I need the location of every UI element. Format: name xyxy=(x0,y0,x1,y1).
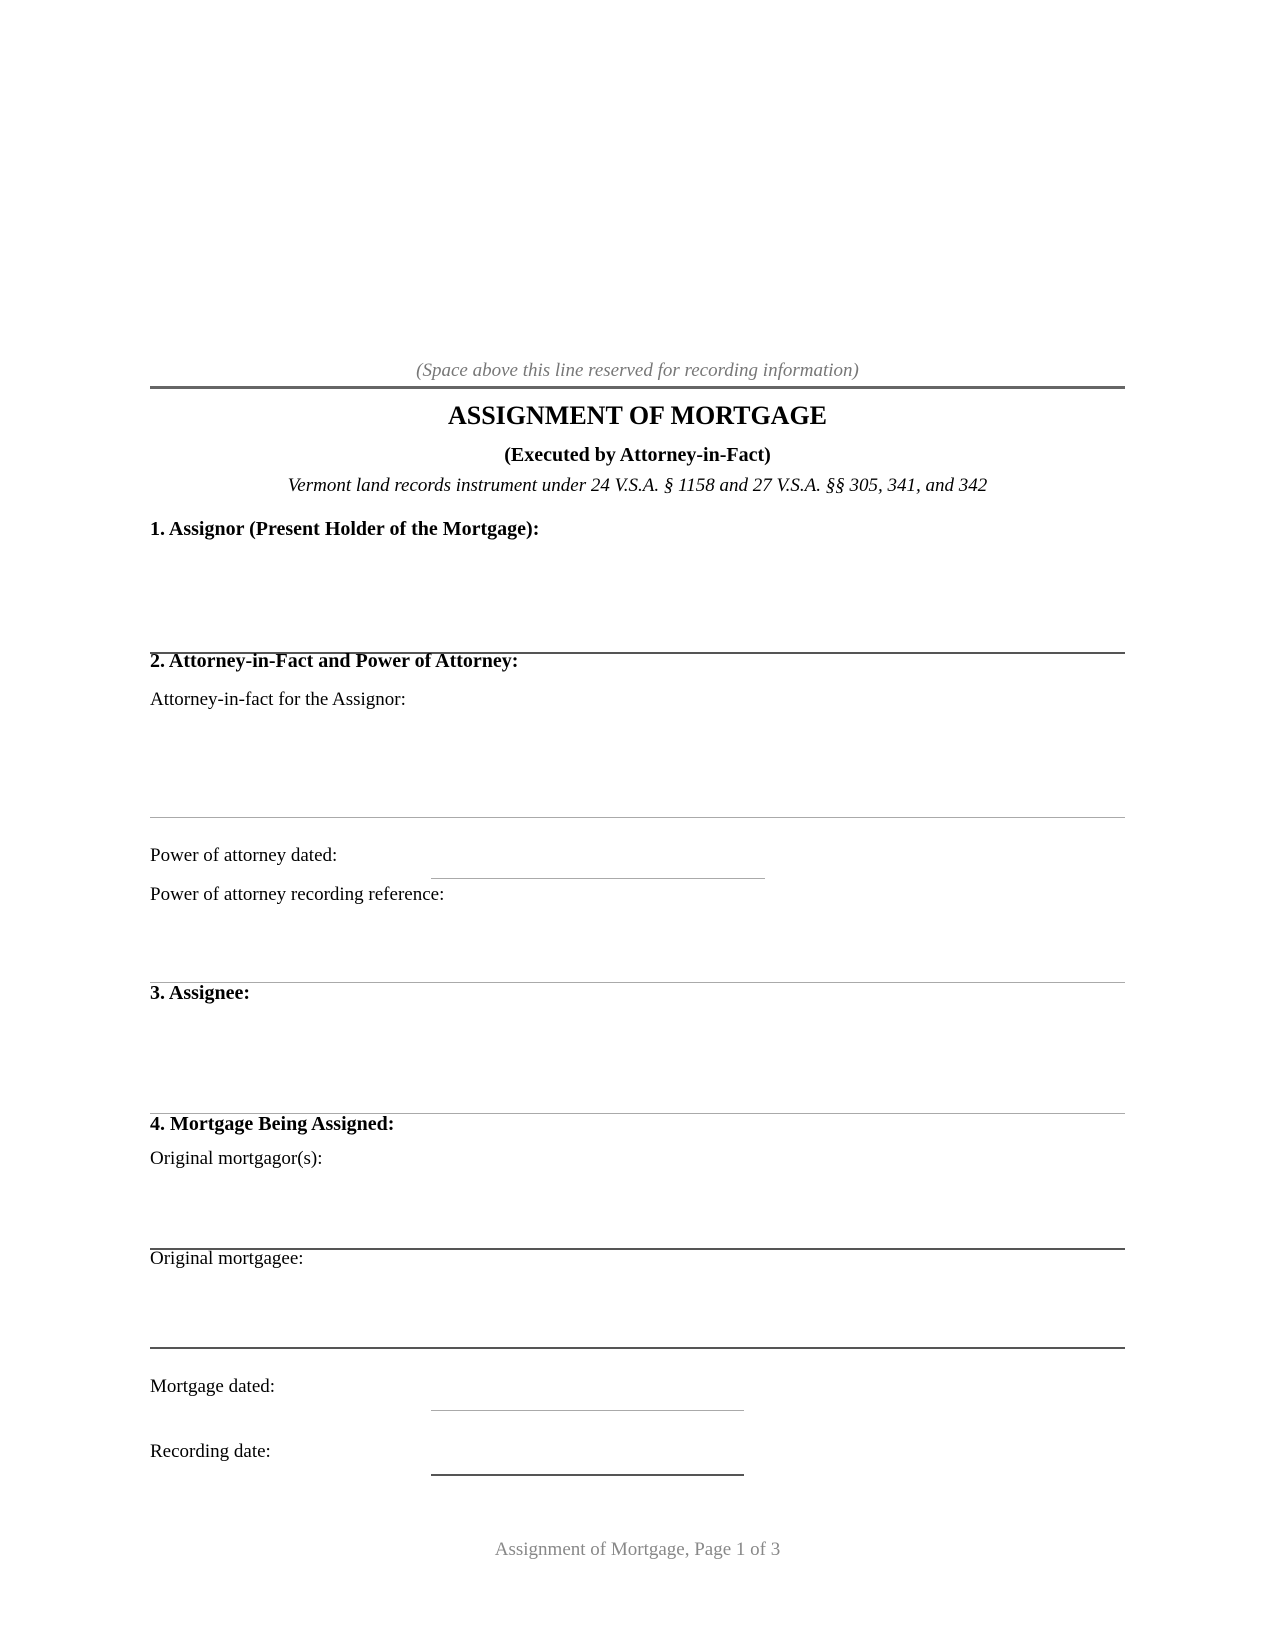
poa-recording-field-line[interactable] xyxy=(150,982,1125,983)
original-mortgagee-field-line[interactable] xyxy=(150,1347,1125,1349)
recording-date-label: Recording date: xyxy=(150,1441,271,1462)
section-assignee-heading: 3. Assignee: xyxy=(150,982,250,1004)
poa-recording-label: Power of attorney recording reference: xyxy=(150,884,445,905)
section-mortgage-heading: 4. Mortgage Being Assigned: xyxy=(150,1113,395,1135)
recording-space-divider xyxy=(150,386,1125,389)
document-subtitle: (Executed by Attorney-in-Fact) xyxy=(504,444,771,466)
recording-space-note: (Space above this line reserved for recording information) xyxy=(416,360,859,381)
recording-date-field-line[interactable] xyxy=(431,1474,744,1476)
attorney-in-fact-label: Attorney-in-fact for the Assignor: xyxy=(150,689,406,710)
document-title: ASSIGNMENT OF MORTGAGE xyxy=(447,401,828,430)
original-mortgagors-label: Original mortgagor(s): xyxy=(150,1148,323,1169)
section-assignor-heading: 1. Assignor (Present Holder of the Mortgage): xyxy=(150,518,540,540)
original-mortgagee-label: Original mortgagee: xyxy=(150,1248,304,1269)
mortgage-dated-field-line[interactable] xyxy=(431,1410,744,1411)
mortgage-dated-label: Mortgage dated: xyxy=(150,1376,276,1397)
poa-dated-label: Power of attorney dated: xyxy=(150,845,338,866)
statute-reference: Vermont land records instrument under 24 V.S.A. § 1158 and 27 V.S.A. §§ 305, 341, and 342 xyxy=(287,475,988,496)
section-attorney-heading: 2. Attorney-in-Fact and Power of Attorney: xyxy=(150,650,519,672)
poa-dated-field-line[interactable] xyxy=(431,878,765,879)
page-footer: Assignment of Mortgage, Page 1 of 3 xyxy=(494,1539,781,1560)
attorney-in-fact-field-line[interactable] xyxy=(150,817,1125,818)
